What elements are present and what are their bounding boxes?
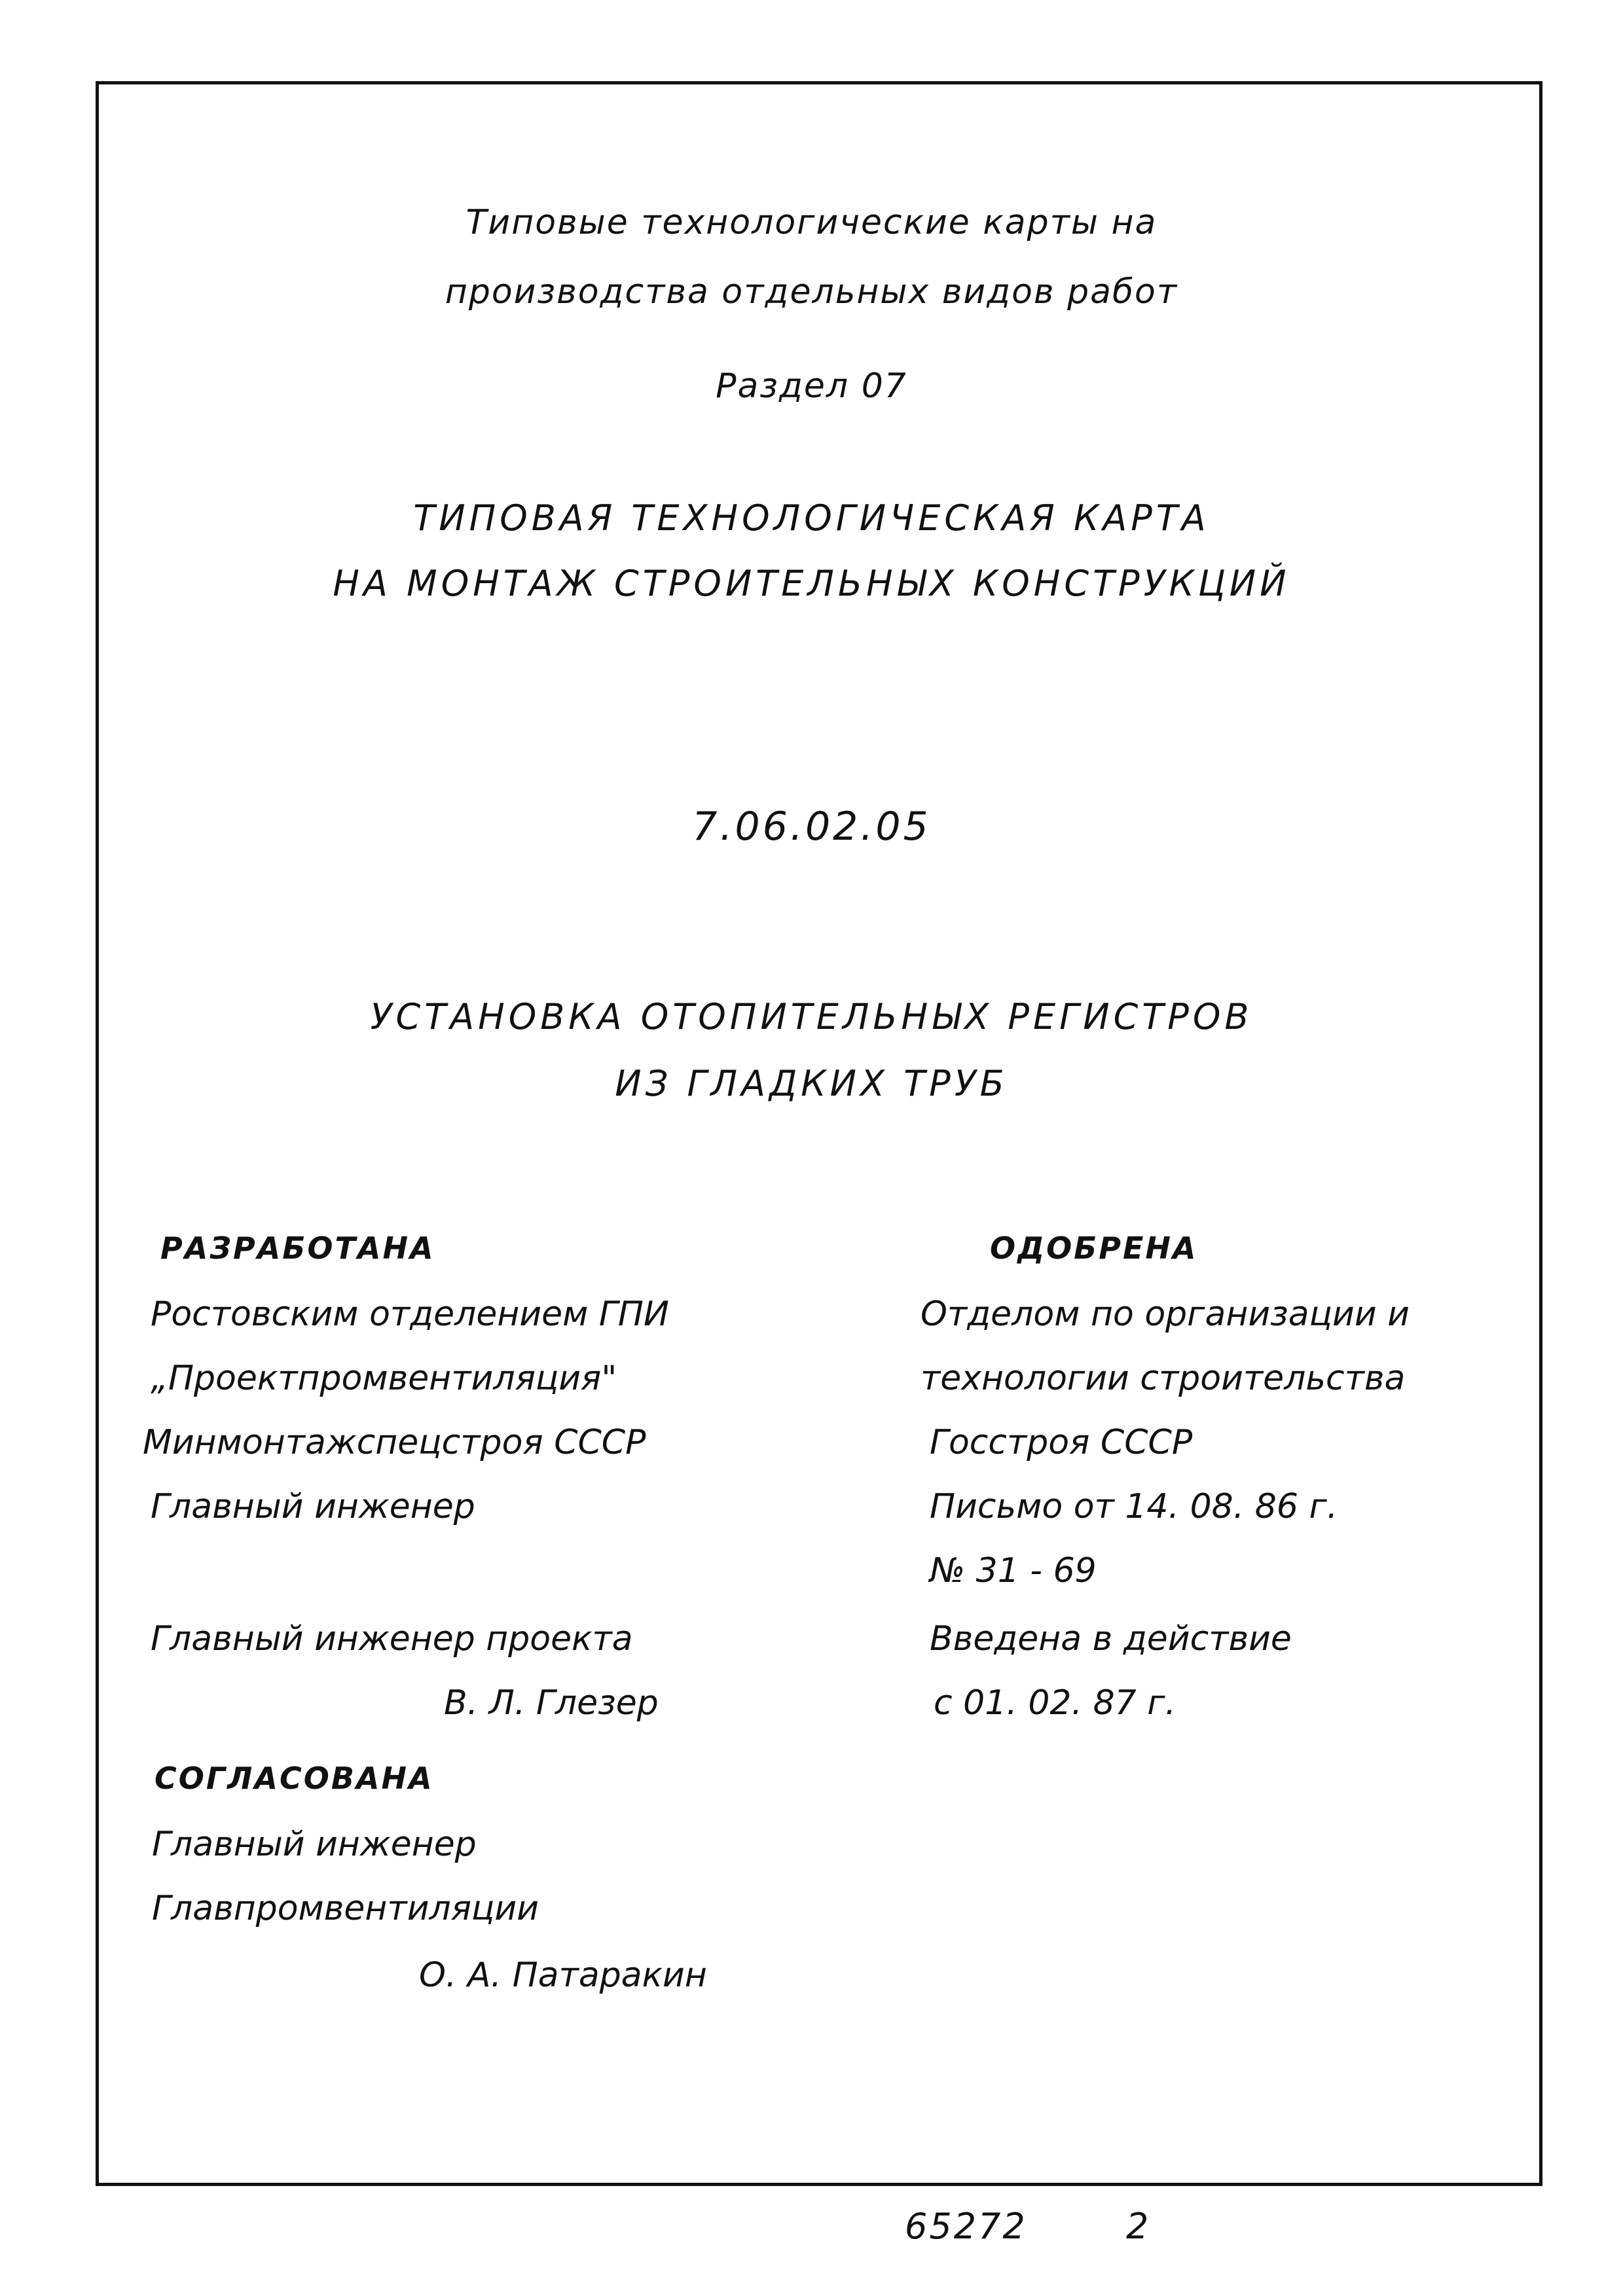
section-label: Раздел 07: [716, 367, 907, 406]
developed-line: „Проектпромвентиляция": [151, 1359, 617, 1398]
footer-page-number: 2: [1126, 2206, 1151, 2247]
footer-document-number: 65272: [905, 2206, 1027, 2247]
developed-line: Главный инженер: [151, 1487, 475, 1526]
approved-line: Введена в действие: [930, 1619, 1292, 1659]
approved-line: технологии строительства: [921, 1359, 1406, 1398]
approved-line: Отделом по организации и: [921, 1295, 1410, 1334]
document-code: 7.06.02.05: [692, 804, 931, 850]
agreed-heading: СОГЛАСОВАНА: [155, 1761, 434, 1796]
developed-line: Ростовским отделением ГПИ: [151, 1295, 669, 1334]
document-title-line-1: ТИПОВАЯ ТЕХНОЛОГИЧЕСКАЯ КАРТА: [413, 497, 1210, 539]
chief-project-engineer-label: Главный инженер проекта: [151, 1619, 633, 1659]
approved-line: Письмо от 14. 08. 86 г.: [930, 1487, 1338, 1526]
series-title-line-1: Типовые технологические карты на: [465, 203, 1158, 242]
document-title-line-2: НА МОНТАЖ СТРОИТЕЛЬНЫХ КОНСТРУКЦИЙ: [333, 563, 1290, 604]
approved-line: с 01. 02. 87 г.: [934, 1683, 1176, 1723]
subject-title-line-1: УСТАНОВКА ОТОПИТЕЛЬНЫХ РЕГИСТРОВ: [370, 996, 1253, 1037]
agreed-line: Главный инженер: [152, 1825, 477, 1864]
approved-heading: ОДОБРЕНА: [990, 1230, 1198, 1266]
agreed-signatory-name: О. А. Патаракин: [419, 1956, 707, 1995]
approved-line: № 31 - 69: [930, 1551, 1097, 1590]
chief-project-engineer-name: В. Л. Глезер: [444, 1683, 659, 1723]
subject-title-line-2: ИЗ ГЛАДКИХ ТРУБ: [615, 1063, 1008, 1104]
developed-heading: РАЗРАБОТАНА: [160, 1230, 435, 1266]
approved-line: Госстроя СССР: [930, 1423, 1193, 1462]
agreed-line: Главпромвентиляции: [152, 1889, 539, 1928]
developed-line: Минмонтажспецстроя СССР: [143, 1423, 646, 1462]
series-title-line-2: производства отдельных видов работ: [445, 272, 1178, 312]
